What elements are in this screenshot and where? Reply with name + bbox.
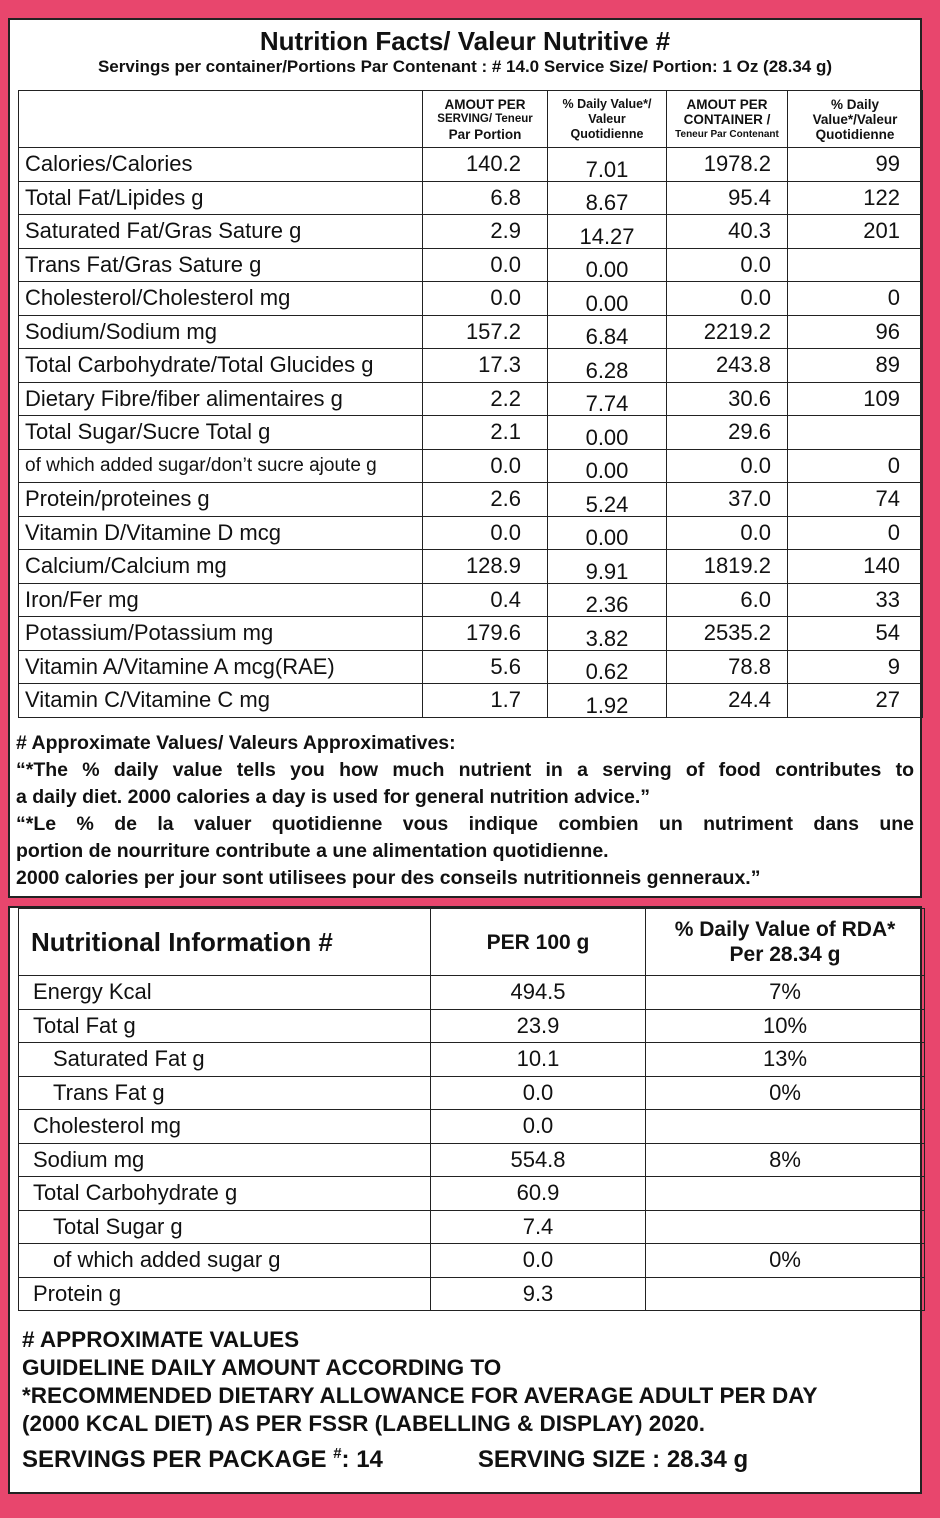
nutrient-label: Vitamin D/Vitamine D mcg <box>19 516 423 550</box>
rda-value: 7% <box>646 976 925 1010</box>
per-container-value: 243.8 <box>667 349 788 383</box>
table-row <box>19 1009 925 1043</box>
daily-value: 6.28 <box>548 349 667 383</box>
nutrition-facts-panel <box>8 18 922 898</box>
table-row <box>19 315 923 349</box>
nutrient-label: Cholesterol/Cholesterol mg <box>19 282 423 316</box>
per-serving-value: 0.4 <box>423 583 548 617</box>
table-row <box>19 483 923 517</box>
info-title: Nutritional Information # <box>19 909 431 976</box>
table-row <box>19 516 923 550</box>
per-container-value: 29.6 <box>667 416 788 450</box>
servings-line: Servings per container/Portions Par Contenant : # 14.0 Service Size/ Portion: 1 Oz (28.34 g) <box>97 57 833 76</box>
nutrient-label: Trans Fat g <box>19 1076 431 1110</box>
daily-value-2: 96 <box>788 315 923 349</box>
header-per-container: AMOUT PER CONTAINER / Teneur Par Contenant <box>667 91 788 148</box>
table-row <box>19 976 925 1010</box>
table-row <box>19 248 923 282</box>
table-row <box>19 282 923 316</box>
table-row <box>19 349 923 383</box>
per-container-value: 1819.2 <box>667 550 788 584</box>
nutritional-information-table <box>18 908 925 1311</box>
nutrition-facts-table <box>18 90 923 718</box>
per-serving-value: 5.6 <box>423 650 548 684</box>
daily-value-2: 0 <box>788 282 923 316</box>
table-row <box>19 1210 925 1244</box>
nutrient-label: Cholesterol mg <box>19 1110 431 1144</box>
per-serving-value: 140.2 <box>423 148 548 182</box>
per-container-value: 30.6 <box>667 382 788 416</box>
header-daily-value-2: % Daily Value*/Valeur Quotidienne <box>788 91 923 148</box>
info-header-row <box>19 909 925 976</box>
per-container-value: 0.0 <box>667 282 788 316</box>
per-container-value: 0.0 <box>667 449 788 483</box>
daily-value-2: 0 <box>788 449 923 483</box>
per-container-value: 2219.2 <box>667 315 788 349</box>
nutritional-information-panel <box>8 906 922 1494</box>
table-row <box>19 449 923 483</box>
header-per-serving: AMOUT PER SERVING/ Teneur Par Portion <box>423 91 548 148</box>
per-serving-value: 2.2 <box>423 382 548 416</box>
daily-value-2: 74 <box>788 483 923 517</box>
table-row <box>19 1143 925 1177</box>
nutrient-label: Sodium mg <box>19 1143 431 1177</box>
per-serving-value: 157.2 <box>423 315 548 349</box>
per-container-value: 1978.2 <box>667 148 788 182</box>
nutrient-label: Total Fat g <box>19 1009 431 1043</box>
header-rda: % Daily Value of RDA* Per 28.34 g <box>646 909 925 976</box>
daily-value: 1.92 <box>548 684 667 718</box>
daily-value: 5.24 <box>548 483 667 517</box>
per-100g-value: 10.1 <box>431 1043 646 1077</box>
nutrient-label: Protein g <box>19 1277 431 1311</box>
per-serving-value: 2.9 <box>423 215 548 249</box>
note-en-2: a daily diet. 2000 calories a day is used for general nutrition advice.” <box>16 786 650 808</box>
note-fr-2: portion de nourriture contribute a une alimentation quotidienne. <box>16 840 609 862</box>
table-row <box>19 382 923 416</box>
table-row <box>19 1244 925 1278</box>
per-100g-value: 0.0 <box>431 1110 646 1144</box>
nutrient-label: Iron/Fer mg <box>19 583 423 617</box>
table-row <box>19 1043 925 1077</box>
table-row <box>19 1277 925 1311</box>
per-serving-value: 128.9 <box>423 550 548 584</box>
note-fssr: (2000 KCAL DIET) AS PER FSSR (LABELLING & DISPLAY) 2020. <box>22 1411 706 1436</box>
servings-summary <box>22 1446 912 1474</box>
note-approx-values: # APPROXIMATE VALUES <box>22 1327 300 1352</box>
per-container-value: 78.8 <box>667 650 788 684</box>
daily-value-2: 33 <box>788 583 923 617</box>
per-container-value: 95.4 <box>667 181 788 215</box>
daily-value-2: 0 <box>788 516 923 550</box>
rda-value <box>646 1177 925 1211</box>
note-fr-1: “*Le % de la valuer quotidienne vous indique combien un nutriment dans une <box>16 813 914 835</box>
table-row <box>19 617 923 651</box>
daily-value-2 <box>788 248 923 282</box>
per-serving-value: 2.1 <box>423 416 548 450</box>
rda-value: 0% <box>646 1076 925 1110</box>
per-serving-value: 1.7 <box>423 684 548 718</box>
daily-value: 9.91 <box>548 550 667 584</box>
per-100g-value: 9.3 <box>431 1277 646 1311</box>
daily-value: 14.27 <box>548 215 667 249</box>
table-row <box>19 1076 925 1110</box>
facts-notes <box>16 730 914 892</box>
nutrient-label: Saturated Fat/Gras Sature g <box>19 215 423 249</box>
per-serving-value: 17.3 <box>423 349 548 383</box>
nutrient-label: Vitamin C/Vitamine C mg <box>19 684 423 718</box>
table-row <box>19 1110 925 1144</box>
per-serving-value: 6.8 <box>423 181 548 215</box>
info-notes <box>22 1326 912 1474</box>
daily-value: 8.67 <box>548 181 667 215</box>
daily-value-2: 122 <box>788 181 923 215</box>
nutrient-label: of which added sugar g <box>19 1244 431 1278</box>
nutrient-label: Potassium/Potassium mg <box>19 617 423 651</box>
nutrient-label: of which added sugar/don’t sucre ajoute g <box>19 449 423 483</box>
note-en-1: “*The % daily value tells you how much nutrient in a serving of food contributes to <box>16 759 914 781</box>
nutrient-label: Total Carbohydrate g <box>19 1177 431 1211</box>
note-approx: # Approximate Values/ Valeurs Approximatives: <box>16 732 456 754</box>
daily-value: 7.01 <box>548 148 667 182</box>
daily-value-2: 140 <box>788 550 923 584</box>
facts-header-row <box>19 91 923 148</box>
per-100g-value: 0.0 <box>431 1076 646 1110</box>
nutrient-label: Calories/Calories <box>19 148 423 182</box>
per-serving-value: 0.0 <box>423 282 548 316</box>
daily-value-2: 109 <box>788 382 923 416</box>
table-row <box>19 215 923 249</box>
nutrient-label: Protein/proteines g <box>19 483 423 517</box>
daily-value: 6.84 <box>548 315 667 349</box>
rda-value: 13% <box>646 1043 925 1077</box>
daily-value-2: 9 <box>788 650 923 684</box>
daily-value-2: 99 <box>788 148 923 182</box>
per-serving-value: 0.0 <box>423 449 548 483</box>
table-row <box>19 550 923 584</box>
note-guideline: GUIDELINE DAILY AMOUNT ACCORDING TO <box>22 1355 502 1380</box>
daily-value: 0.00 <box>548 248 667 282</box>
header-per-100g: PER 100 g <box>431 909 646 976</box>
per-100g-value: 0.0 <box>431 1244 646 1278</box>
table-row <box>19 416 923 450</box>
rda-value <box>646 1210 925 1244</box>
rda-value: 10% <box>646 1009 925 1043</box>
table-row <box>19 583 923 617</box>
nutrient-label: Energy Kcal <box>19 976 431 1010</box>
rda-value: 0% <box>646 1244 925 1278</box>
per-container-value: 6.0 <box>667 583 788 617</box>
nutrient-label: Total Fat/Lipides g <box>19 181 423 215</box>
per-100g-value: 554.8 <box>431 1143 646 1177</box>
rda-value <box>646 1110 925 1144</box>
daily-value: 0.00 <box>548 449 667 483</box>
per-100g-value: 23.9 <box>431 1009 646 1043</box>
nutrient-label: Sodium/Sodium mg <box>19 315 423 349</box>
rda-value: 8% <box>646 1143 925 1177</box>
per-100g-value: 7.4 <box>431 1210 646 1244</box>
per-container-value: 0.0 <box>667 248 788 282</box>
per-container-value: 37.0 <box>667 483 788 517</box>
nutrient-label: Total Sugar g <box>19 1210 431 1244</box>
daily-value: 0.00 <box>548 416 667 450</box>
per-100g-value: 494.5 <box>431 976 646 1010</box>
per-serving-value: 0.0 <box>423 248 548 282</box>
servings-per-package: SERVINGS PER PACKAGE #: 14 <box>22 1445 383 1473</box>
daily-value: 2.36 <box>548 583 667 617</box>
daily-value: 0.62 <box>548 650 667 684</box>
daily-value-2: 89 <box>788 349 923 383</box>
table-row <box>19 684 923 718</box>
per-serving-value: 2.6 <box>423 483 548 517</box>
nutrient-label: Total Sugar/Sucre Total g <box>19 416 423 450</box>
daily-value-2 <box>788 416 923 450</box>
daily-value-2: 54 <box>788 617 923 651</box>
per-container-value: 40.3 <box>667 215 788 249</box>
table-row <box>19 181 923 215</box>
nutrition-facts-title: Nutrition Facts/ Valeur Nutritive # <box>259 26 671 56</box>
per-container-value: 24.4 <box>667 684 788 718</box>
nutrient-label: Dietary Fibre/fiber alimentaires g <box>19 382 423 416</box>
table-row <box>19 1177 925 1211</box>
per-serving-value: 179.6 <box>423 617 548 651</box>
table-row <box>19 650 923 684</box>
nutrient-label: Saturated Fat g <box>19 1043 431 1077</box>
nutrient-label: Trans Fat/Gras Sature g <box>19 248 423 282</box>
per-container-value: 2535.2 <box>667 617 788 651</box>
note-rda: *RECOMMENDED DIETARY ALLOWANCE FOR AVERAGE ADULT PER DAY <box>22 1383 818 1408</box>
daily-value-2: 27 <box>788 684 923 718</box>
nutrient-label: Calcium/Calcium mg <box>19 550 423 584</box>
daily-value: 3.82 <box>548 617 667 651</box>
serving-size: SERVING SIZE : 28.34 g <box>477 1446 749 1473</box>
nutrient-label: Vitamin A/Vitamine A mcg(RAE) <box>19 650 423 684</box>
table-row <box>19 148 923 182</box>
per-container-value: 0.0 <box>667 516 788 550</box>
daily-value: 7.74 <box>548 382 667 416</box>
daily-value-2: 201 <box>788 215 923 249</box>
per-serving-value: 0.0 <box>423 516 548 550</box>
nutrient-label: Total Carbohydrate/Total Glucides g <box>19 349 423 383</box>
rda-value <box>646 1277 925 1311</box>
per-100g-value: 60.9 <box>431 1177 646 1211</box>
note-fr-3: 2000 calories per jour sont utilisees pour des conseils nutritionneis genneraux.” <box>16 867 761 889</box>
daily-value: 0.00 <box>548 282 667 316</box>
header-daily-value: % Daily Value*/ Valeur Quotidienne <box>548 91 667 148</box>
header-blank <box>19 91 423 148</box>
daily-value: 0.00 <box>548 516 667 550</box>
